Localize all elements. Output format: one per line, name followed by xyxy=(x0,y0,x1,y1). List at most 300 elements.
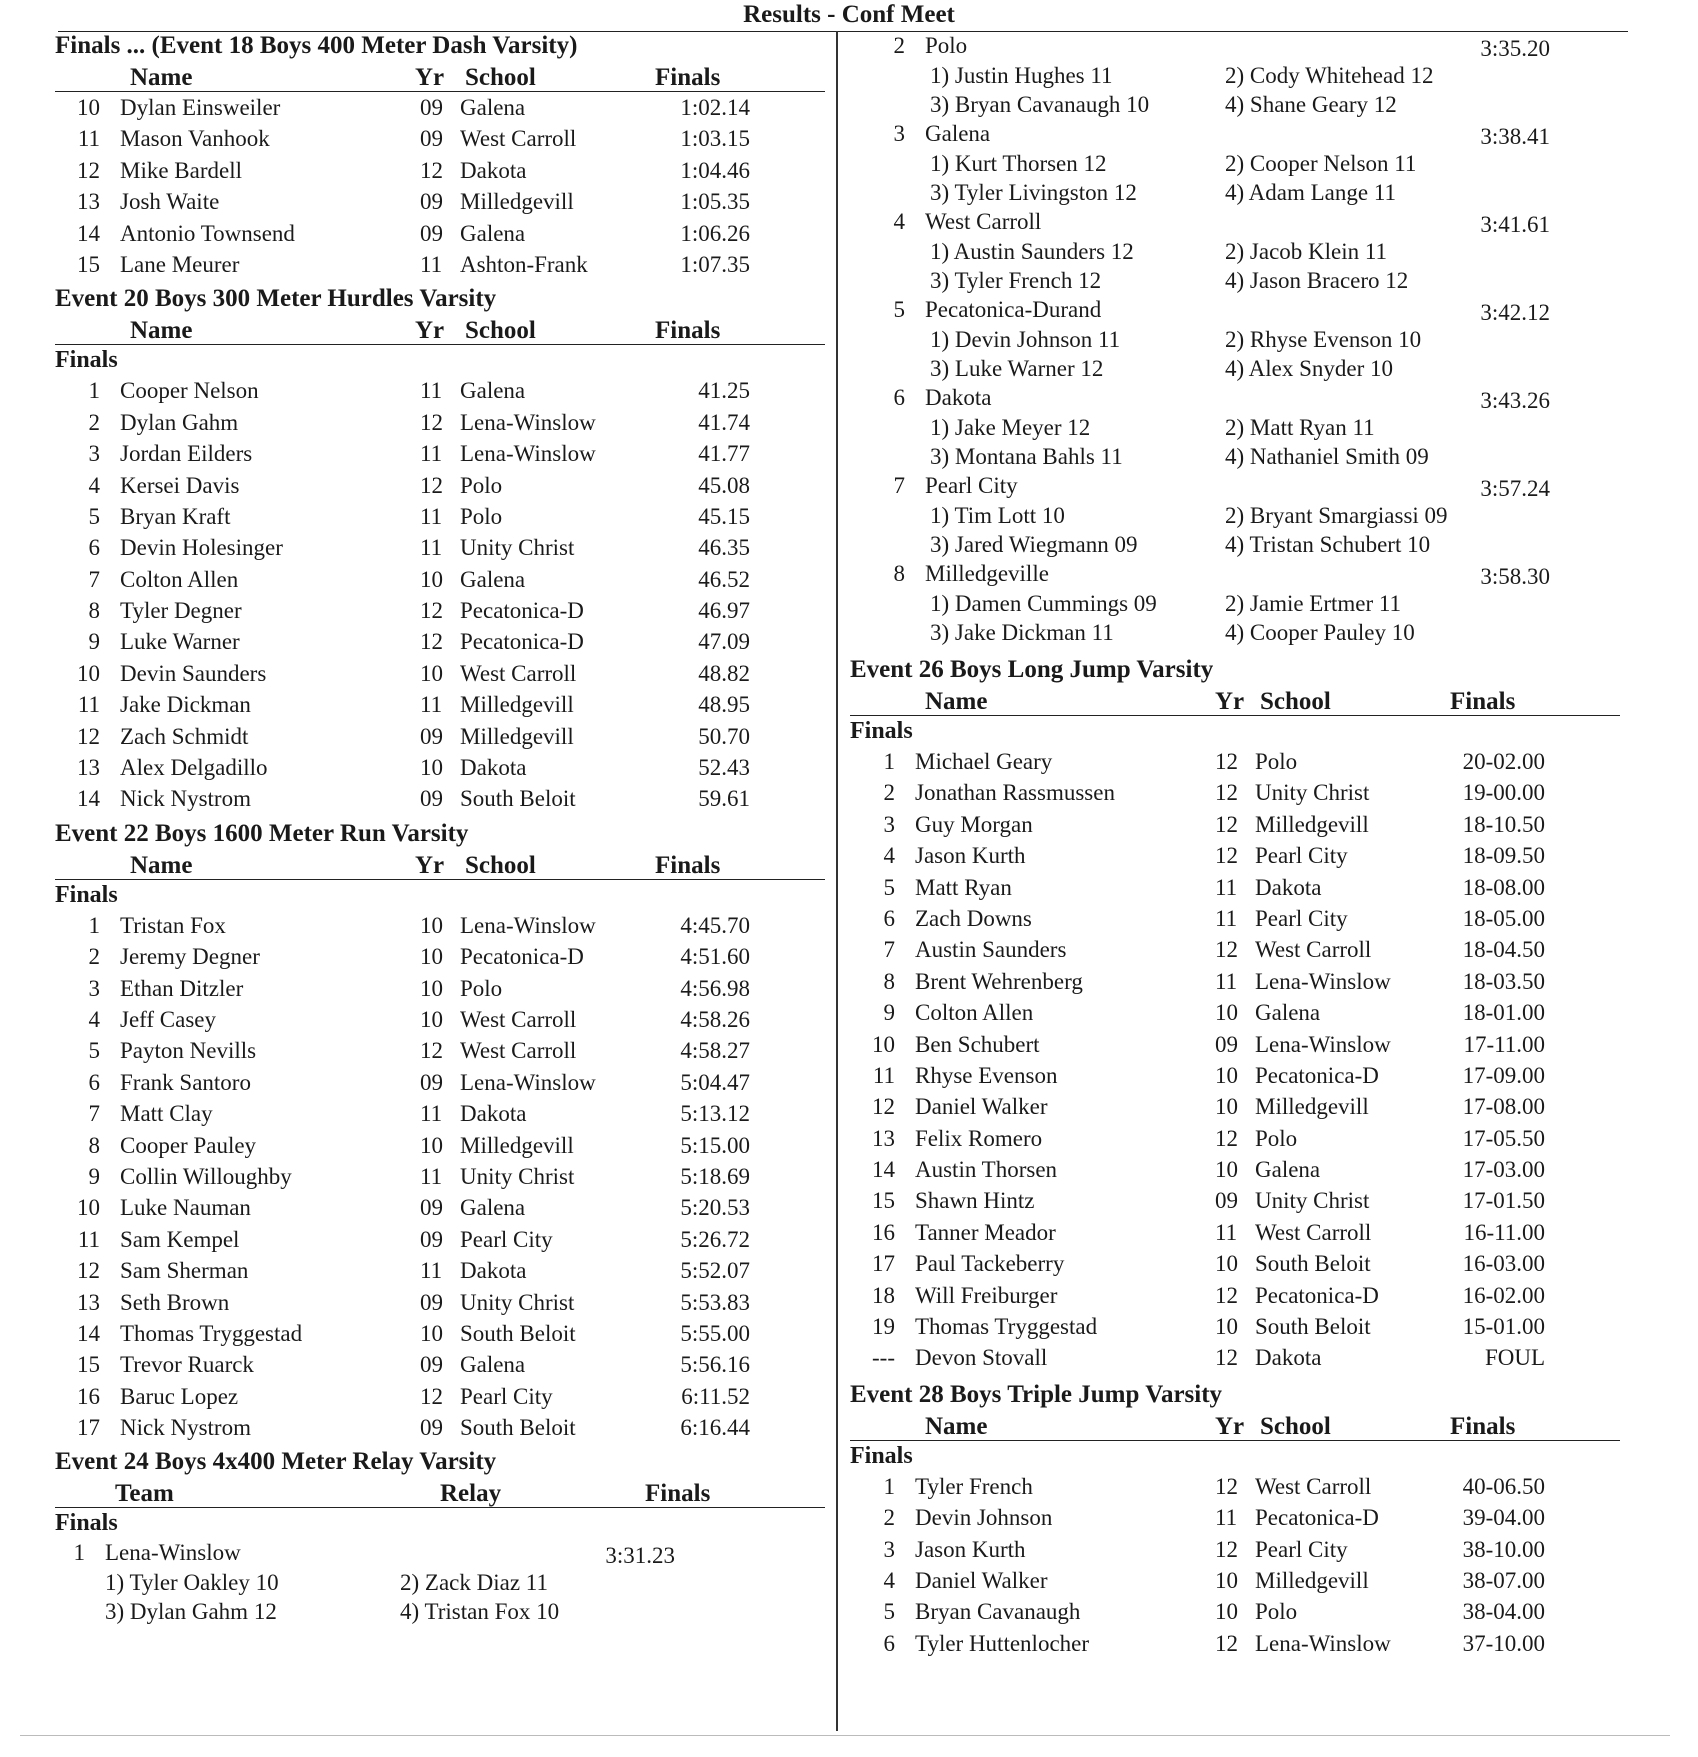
athlete-name-cell: Colton Allen xyxy=(120,566,239,592)
athlete-name-cell: Sam Kempel xyxy=(120,1226,240,1252)
year-cell: 09 xyxy=(420,1226,443,1252)
result-row xyxy=(55,155,825,186)
athlete-name-cell: Antonio Townsend xyxy=(120,220,295,246)
school-cell: Lena-Winslow xyxy=(460,912,596,938)
athlete-name-cell: Nick Nystrom xyxy=(120,786,251,812)
finals-subheader: Finals xyxy=(850,718,913,744)
relay-member: 4) Tristan Schubert 10 xyxy=(1225,532,1431,557)
year-cell: 10 xyxy=(420,944,443,970)
year-cell: 10 xyxy=(1215,1094,1238,1120)
place-cell: 6 xyxy=(883,905,895,931)
place-cell: 8 xyxy=(893,561,905,586)
final-time-cell: 1:04.46 xyxy=(680,157,750,183)
result-row xyxy=(55,626,825,657)
final-time-cell: 48.82 xyxy=(698,660,750,686)
final-time-cell: 5:26.72 xyxy=(680,1226,750,1252)
school-cell: West Carroll xyxy=(460,660,577,686)
place-cell: 17 xyxy=(77,1415,100,1441)
table-header xyxy=(55,1477,825,1508)
header-finals: Finals xyxy=(655,317,721,345)
school-cell: Lena-Winslow xyxy=(1255,1630,1391,1656)
year-cell: 11 xyxy=(420,251,443,277)
relay-member: 3) Jake Dickman 11 xyxy=(930,620,1114,645)
year-cell: 11 xyxy=(420,503,443,529)
place-cell: 16 xyxy=(77,1383,100,1409)
header-yr: Yr xyxy=(1215,688,1245,715)
place-cell: 7 xyxy=(883,937,895,963)
final-time-cell: 4:58.27 xyxy=(680,1038,750,1064)
final-time-cell: 17-03.00 xyxy=(1462,1157,1545,1183)
school-cell: Lena-Winslow xyxy=(460,409,596,435)
result-row xyxy=(850,872,1620,903)
place-cell: 12 xyxy=(77,1258,100,1284)
athlete-name-cell: Zach Downs xyxy=(915,905,1032,931)
school-cell: Milledgevill xyxy=(460,1132,574,1158)
result-row xyxy=(55,689,825,720)
finals-subheader: Finals xyxy=(55,347,118,374)
year-cell: 10 xyxy=(1215,1000,1238,1026)
event-title: Event 26 Boys Long Jump Varsity xyxy=(850,656,1214,683)
athlete-name-cell: Trevor Ruarck xyxy=(120,1352,254,1378)
table-header xyxy=(55,61,825,92)
result-row xyxy=(850,1471,1620,1502)
final-time-cell: 18-05.00 xyxy=(1462,905,1545,931)
athlete-name-cell: Thomas Tryggestad xyxy=(915,1314,1098,1340)
athlete-name-cell: Josh Waite xyxy=(120,189,220,215)
athlete-name-cell: Tyler French xyxy=(915,1473,1033,1499)
school-cell: Unity Christ xyxy=(1255,1188,1370,1214)
athlete-name-cell: Kersei Davis xyxy=(120,472,240,498)
year-cell: 10 xyxy=(1215,1062,1238,1088)
result-row xyxy=(850,966,1620,997)
result-row xyxy=(55,470,825,501)
school-cell: Pecatonica-D xyxy=(460,598,584,624)
relay-members-row xyxy=(55,1597,825,1626)
result-row xyxy=(850,1217,1620,1248)
place-cell: 2 xyxy=(883,1505,895,1531)
place-cell: 2 xyxy=(883,780,895,806)
relay-member: 1) Austin Saunders 12 xyxy=(930,239,1134,264)
school-cell: Pecatonica-D xyxy=(1255,1282,1379,1308)
header-yr: Yr xyxy=(415,851,445,879)
place-cell: 1 xyxy=(73,1540,85,1566)
relay-member: 1) Tyler Oakley 10 xyxy=(105,1570,279,1596)
final-time-cell: 17-09.00 xyxy=(1462,1062,1545,1088)
school-cell: Unity Christ xyxy=(460,1163,575,1189)
year-cell: 12 xyxy=(420,598,443,624)
athlete-name-cell: Tristan Fox xyxy=(120,912,226,938)
year-cell: 09 xyxy=(1215,1031,1238,1057)
final-time-cell: 46.97 xyxy=(698,598,750,624)
final-time-cell: 3:31.23 xyxy=(605,1543,675,1569)
relay-team-row xyxy=(850,471,1620,501)
athlete-name-cell: Felix Romero xyxy=(915,1125,1043,1151)
year-cell: 12 xyxy=(1215,937,1238,963)
school-cell: Galena xyxy=(460,1195,526,1221)
result-row xyxy=(850,1091,1620,1122)
athlete-name-cell: Dylan Einsweiler xyxy=(120,95,281,120)
left-column xyxy=(55,31,825,1626)
result-row xyxy=(55,910,825,941)
place-cell: 7 xyxy=(88,566,100,592)
final-time-cell: 39-04.00 xyxy=(1462,1505,1545,1531)
finals-subheader: Finals xyxy=(55,881,118,908)
athlete-name-cell: Jonathan Rassmussen xyxy=(915,780,1115,806)
result-row xyxy=(850,1154,1620,1185)
place-cell: 13 xyxy=(872,1125,895,1151)
event-20-section xyxy=(55,284,825,814)
school-cell: Milledgevill xyxy=(1255,1094,1369,1120)
athlete-name-cell: Paul Tackeberry xyxy=(915,1251,1065,1277)
final-time-cell: 15-01.00 xyxy=(1462,1314,1545,1340)
header-name: Name xyxy=(130,317,193,345)
final-time-cell: 20-02.00 xyxy=(1462,749,1545,774)
team-name-cell: Pearl City xyxy=(925,473,1018,498)
place-cell: 8 xyxy=(883,968,895,994)
table-header xyxy=(55,314,825,345)
relay-members-row xyxy=(850,266,1620,295)
place-cell: 1 xyxy=(883,1473,895,1499)
athlete-name-cell: Nick Nystrom xyxy=(120,1415,251,1441)
event-18-section xyxy=(55,31,825,280)
year-cell: 11 xyxy=(1215,1219,1238,1245)
school-cell: Lena-Winslow xyxy=(1255,968,1391,994)
athlete-name-cell: Luke Nauman xyxy=(120,1195,251,1221)
school-cell: South Beloit xyxy=(1255,1314,1371,1340)
place-cell: 5 xyxy=(883,874,895,900)
school-cell: Pecatonica-D xyxy=(460,629,584,655)
school-cell: Unity Christ xyxy=(460,535,575,561)
result-row xyxy=(55,438,825,469)
relay-member: 3) Luke Warner 12 xyxy=(930,356,1104,381)
school-cell: Lena-Winslow xyxy=(460,1069,596,1095)
athlete-name-cell: Payton Nevills xyxy=(120,1038,257,1064)
relay-member: 2) Matt Ryan 11 xyxy=(1225,415,1375,440)
place-cell: 15 xyxy=(872,1188,895,1214)
place-cell: 4 xyxy=(893,209,905,234)
year-cell: 12 xyxy=(420,1383,443,1409)
athlete-name-cell: Devin Holesinger xyxy=(120,535,283,561)
final-time-cell: 41.77 xyxy=(698,441,750,467)
school-cell: South Beloit xyxy=(460,1320,576,1346)
final-time-cell: 18-04.50 xyxy=(1462,937,1545,963)
school-cell: Polo xyxy=(460,503,503,529)
place-cell: 3 xyxy=(88,441,100,467)
school-cell: Polo xyxy=(1255,1599,1298,1625)
athlete-name-cell: Devin Johnson xyxy=(915,1505,1053,1531)
year-cell: 10 xyxy=(420,1006,443,1032)
relay-member: 3) Montana Bahls 11 xyxy=(930,444,1123,469)
place-cell: 14 xyxy=(77,220,100,246)
relay-member: 1) Justin Hughes 11 xyxy=(930,63,1113,88)
result-row xyxy=(55,1412,825,1443)
header-yr: Yr xyxy=(415,64,445,91)
final-time-cell: 1:02.14 xyxy=(680,95,750,120)
athlete-name-cell: Collin Willoughby xyxy=(120,1163,292,1189)
relay-members-row xyxy=(850,90,1620,119)
header-finals: Finals xyxy=(655,64,721,91)
place-cell: 6 xyxy=(893,385,905,410)
final-time-cell: 48.95 xyxy=(698,692,750,718)
year-cell: 09 xyxy=(420,1289,443,1315)
relay-member: 4) Cooper Pauley 10 xyxy=(1225,620,1415,645)
final-time-cell: 3:35.20 xyxy=(1480,36,1550,61)
athlete-name-cell: Ben Schubert xyxy=(915,1031,1040,1057)
final-time-cell: 3:42.12 xyxy=(1480,300,1550,325)
place-cell: 3 xyxy=(883,811,895,837)
final-time-cell: 1:03.15 xyxy=(680,126,750,152)
final-time-cell: 17-11.00 xyxy=(1463,1031,1545,1057)
year-cell: 11 xyxy=(420,1101,443,1127)
header-finals: Finals xyxy=(1450,688,1516,715)
header-school: School xyxy=(465,64,536,91)
athlete-name-cell: Baruc Lopez xyxy=(120,1383,239,1409)
relay-members-row xyxy=(850,354,1620,383)
final-time-cell: 6:11.52 xyxy=(681,1383,750,1409)
final-time-cell: 18-01.00 xyxy=(1462,1000,1545,1026)
place-cell: 2 xyxy=(88,944,100,970)
final-time-cell: 17-08.00 xyxy=(1462,1094,1545,1120)
final-time-cell: 16-02.00 xyxy=(1462,1282,1545,1308)
school-cell: Pecatonica-D xyxy=(460,944,584,970)
school-cell: Unity Christ xyxy=(460,1289,575,1315)
relay-members-row xyxy=(850,178,1620,207)
year-cell: 12 xyxy=(1215,811,1238,837)
final-time-cell: 46.52 xyxy=(698,566,750,592)
relay-members-row xyxy=(850,325,1620,354)
year-cell: 12 xyxy=(1215,843,1238,869)
athlete-name-cell: Cooper Pauley xyxy=(120,1132,257,1158)
athlete-name-cell: Michael Geary xyxy=(915,749,1053,774)
athlete-name-cell: Daniel Walker xyxy=(915,1094,1048,1120)
place-cell: 10 xyxy=(872,1031,895,1057)
year-cell: 09 xyxy=(420,1415,443,1441)
relay-members-row xyxy=(850,237,1620,266)
athlete-name-cell: Tanner Meador xyxy=(915,1219,1056,1245)
place-cell: 8 xyxy=(88,1132,100,1158)
header-name: Name xyxy=(130,64,193,91)
result-row xyxy=(850,1185,1620,1216)
header-relay: Relay xyxy=(440,1480,502,1508)
place-cell: 4 xyxy=(883,1567,895,1593)
final-time-cell: 45.08 xyxy=(698,472,750,498)
event-26-section xyxy=(850,655,1620,1374)
page-bottom-rule xyxy=(20,1735,1670,1736)
athlete-name-cell: Zach Schmidt xyxy=(120,723,249,749)
final-time-cell: 5:55.00 xyxy=(680,1320,750,1346)
year-cell: 11 xyxy=(420,378,443,404)
athlete-name-cell: Jordan Eilders xyxy=(120,441,253,467)
result-row xyxy=(850,1060,1620,1091)
athlete-name-cell: Will Freiburger xyxy=(915,1282,1058,1308)
place-cell: 14 xyxy=(77,786,100,812)
final-time-cell: 5:53.83 xyxy=(680,1289,750,1315)
year-cell: 10 xyxy=(1215,1251,1238,1277)
place-cell: 9 xyxy=(88,1163,100,1189)
relay-member: 3) Dylan Gahm 12 xyxy=(105,1599,277,1625)
place-cell: 15 xyxy=(77,251,100,277)
result-row xyxy=(55,973,825,1004)
year-cell: 11 xyxy=(1215,874,1238,900)
final-time-cell: 50.70 xyxy=(698,723,750,749)
final-time-cell: FOUL xyxy=(1484,1345,1545,1371)
athlete-name-cell: Brent Wehrenberg xyxy=(915,968,1083,994)
athlete-name-cell: Jeremy Degner xyxy=(120,944,260,970)
result-row xyxy=(850,1280,1620,1311)
year-cell: 12 xyxy=(420,409,443,435)
place-cell: 15 xyxy=(77,1352,100,1378)
relay-member: 1) Devin Johnson 11 xyxy=(930,327,1121,352)
athlete-name-cell: Rhyse Evenson xyxy=(915,1062,1058,1088)
athlete-name-cell: Bryan Kraft xyxy=(120,503,231,529)
school-cell: South Beloit xyxy=(460,786,576,812)
year-cell: 11 xyxy=(420,535,443,561)
year-cell: 11 xyxy=(1215,968,1238,994)
school-cell: Milledgevill xyxy=(460,189,574,215)
header-yr: Yr xyxy=(415,317,445,345)
athlete-name-cell: Alex Delgadillo xyxy=(120,755,268,781)
year-cell: 10 xyxy=(1215,1314,1238,1340)
year-cell: 10 xyxy=(420,1132,443,1158)
school-cell: Lena-Winslow xyxy=(460,441,596,467)
year-cell: 10 xyxy=(420,1320,443,1346)
place-cell: 18 xyxy=(872,1282,895,1308)
final-time-cell: 3:57.24 xyxy=(1480,476,1550,501)
relay-members-row xyxy=(850,413,1620,442)
team-name-cell: Lena-Winslow xyxy=(105,1540,241,1566)
relay-member: 2) Rhyse Evenson 10 xyxy=(1225,327,1422,352)
school-cell: Dakota xyxy=(460,755,527,781)
place-cell: 10 xyxy=(77,660,100,686)
header-finals: Finals xyxy=(1450,1412,1516,1440)
relay-members-row xyxy=(850,61,1620,90)
relay-member: 1) Jake Meyer 12 xyxy=(930,415,1091,440)
year-cell: 09 xyxy=(420,95,443,120)
relay-member: 2) Bryant Smargiassi 09 xyxy=(1225,503,1448,528)
place-cell: 1 xyxy=(883,749,895,774)
relay-member: 3) Jared Wiegmann 09 xyxy=(930,532,1138,557)
table-header xyxy=(850,1410,1620,1441)
school-cell: Dakota xyxy=(1255,874,1322,900)
event-title: Event 28 Boys Triple Jump Varsity xyxy=(850,1380,1223,1408)
header-school: School xyxy=(1260,688,1331,715)
final-time-cell: 5:18.69 xyxy=(680,1163,750,1189)
school-cell: Pearl City xyxy=(1255,905,1348,931)
place-cell: 4 xyxy=(883,843,895,869)
school-cell: Polo xyxy=(1255,1125,1298,1151)
relay-member: 2) Cody Whitehead 12 xyxy=(1225,63,1434,88)
year-cell: 10 xyxy=(420,755,443,781)
relay-members-row xyxy=(850,530,1620,559)
school-cell: Milledgevill xyxy=(1255,811,1369,837)
relay-member: 4) Jason Bracero 12 xyxy=(1225,268,1409,293)
place-cell: 13 xyxy=(77,755,100,781)
place-cell: 6 xyxy=(88,535,100,561)
header-yr: Yr xyxy=(1215,1412,1245,1440)
final-time-cell: 18-08.00 xyxy=(1462,874,1545,900)
relay-member: 1) Damen Cummings 09 xyxy=(930,591,1157,616)
event-22-section xyxy=(55,819,825,1444)
year-cell: 09 xyxy=(420,1352,443,1378)
athlete-name-cell: Luke Warner xyxy=(120,629,240,655)
athlete-name-cell: Matt Clay xyxy=(120,1101,213,1127)
final-time-cell: 46.35 xyxy=(698,535,750,561)
year-cell: 11 xyxy=(420,441,443,467)
year-cell: 11 xyxy=(1215,905,1238,931)
header-finals: Finals xyxy=(645,1480,711,1508)
year-cell: 12 xyxy=(1215,1345,1238,1371)
athlete-name-cell: Lane Meurer xyxy=(120,251,240,277)
place-cell: 3 xyxy=(88,975,100,1001)
year-cell: 09 xyxy=(420,126,443,152)
relay-members-row xyxy=(55,1568,825,1597)
result-row xyxy=(850,1342,1620,1373)
athlete-name-cell: Colton Allen xyxy=(915,1000,1034,1026)
school-cell: West Carroll xyxy=(1255,1219,1372,1245)
school-cell: Dakota xyxy=(460,1101,527,1127)
final-time-cell: 1:05.35 xyxy=(680,189,750,215)
relay-team-row xyxy=(850,383,1620,413)
year-cell: 09 xyxy=(1215,1188,1238,1214)
school-cell: West Carroll xyxy=(1255,937,1372,963)
column-divider xyxy=(836,31,838,1731)
athlete-name-cell: Ethan Ditzler xyxy=(120,975,244,1001)
result-row xyxy=(55,1349,825,1380)
final-time-cell: 38-07.00 xyxy=(1462,1567,1545,1593)
year-cell: 12 xyxy=(1215,1630,1238,1656)
relay-member: 4) Shane Geary 12 xyxy=(1225,92,1397,117)
athlete-name-cell: Jason Kurth xyxy=(915,843,1026,869)
team-name-cell: Galena xyxy=(925,121,991,146)
year-cell: 10 xyxy=(1215,1157,1238,1183)
relay-member: 4) Tristan Fox 10 xyxy=(400,1599,560,1625)
place-cell: 5 xyxy=(893,297,905,322)
result-row xyxy=(850,746,1620,777)
header-school: School xyxy=(465,317,536,345)
final-time-cell: 38-04.00 xyxy=(1462,1599,1545,1625)
final-time-cell: 41.25 xyxy=(698,378,750,404)
school-cell: Galena xyxy=(460,220,526,246)
place-cell: 19 xyxy=(872,1314,895,1340)
result-row xyxy=(55,1381,825,1412)
final-time-cell: 40-06.50 xyxy=(1462,1473,1545,1499)
place-cell: 9 xyxy=(88,629,100,655)
final-time-cell: 3:41.61 xyxy=(1480,212,1550,237)
year-cell: 12 xyxy=(1215,749,1238,774)
place-cell: 9 xyxy=(883,1000,895,1026)
year-cell: 10 xyxy=(1215,1599,1238,1625)
athlete-name-cell: Guy Morgan xyxy=(915,811,1033,837)
school-cell: Galena xyxy=(1255,1157,1321,1183)
result-row xyxy=(55,721,825,752)
final-time-cell: 5:56.16 xyxy=(680,1352,750,1378)
header-name: Name xyxy=(130,851,193,879)
result-row xyxy=(850,840,1620,871)
athlete-name-cell: Seth Brown xyxy=(120,1289,230,1315)
place-cell: 12 xyxy=(872,1094,895,1120)
result-row xyxy=(55,501,825,532)
result-row xyxy=(850,934,1620,965)
athlete-name-cell: Mike Bardell xyxy=(120,157,242,183)
event-title: Event 20 Boys 300 Meter Hurdles Varsity xyxy=(55,285,497,313)
year-cell: 11 xyxy=(420,1258,443,1284)
athlete-name-cell: Daniel Walker xyxy=(915,1567,1048,1593)
place-cell: 3 xyxy=(893,121,905,146)
place-cell: 4 xyxy=(88,472,100,498)
school-cell: Dakota xyxy=(1255,1345,1322,1371)
result-row xyxy=(55,658,825,689)
relay-member: 4) Nathaniel Smith 09 xyxy=(1225,444,1429,469)
